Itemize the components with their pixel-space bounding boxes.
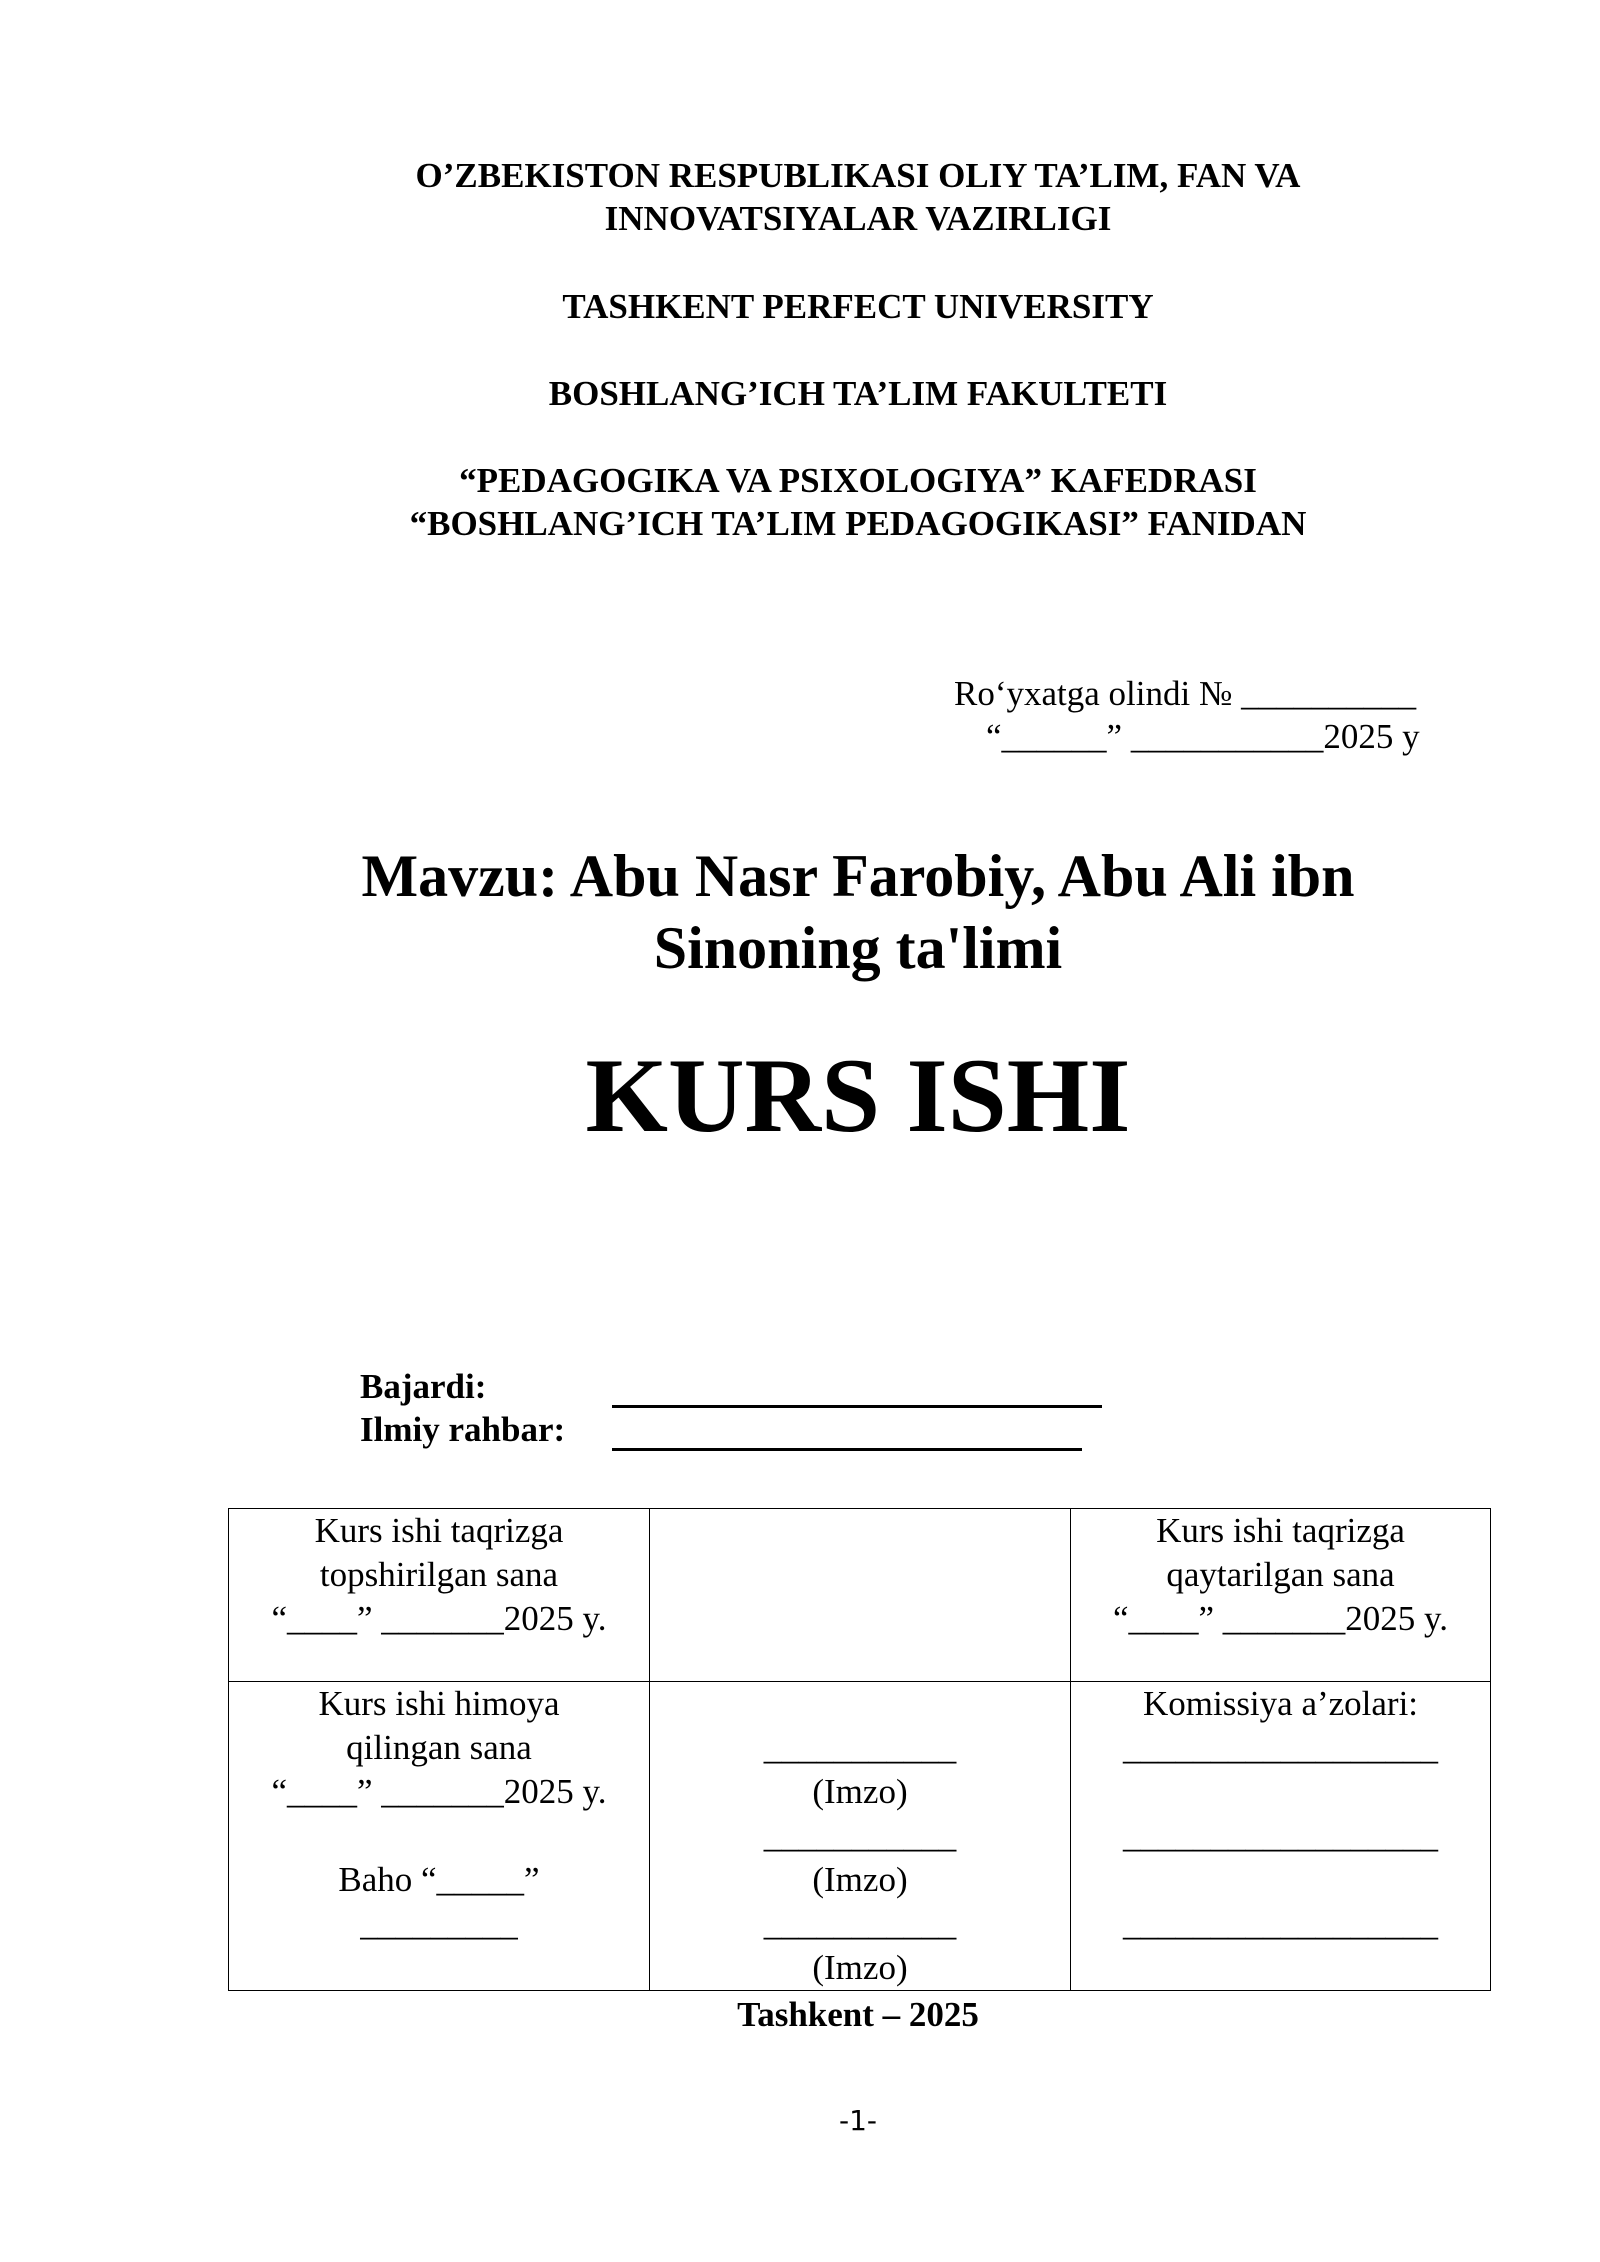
submitted-line-2: topshirilgan sana xyxy=(319,1555,559,1594)
submitted-date: “____” _______2025 y. xyxy=(271,1599,607,1638)
signatures-cell xyxy=(650,1682,1071,1991)
registration-block xyxy=(954,672,1474,758)
review-row xyxy=(229,1509,1491,1682)
signature-label-3: (Imzo) xyxy=(812,1948,908,1987)
work-type-title: KURS ISHI xyxy=(585,1037,1131,1154)
defended-cell xyxy=(229,1682,650,1991)
registration-number: Ro‘yxatga olindi № __________ xyxy=(954,674,1417,713)
subject-name: “BOSHLANG’ICH TA’LIM PEDAGOGIKASI” FANIDAN xyxy=(409,504,1307,543)
submitted-cell xyxy=(229,1509,650,1682)
university-name: TASHKENT PERFECT UNIVERSITY xyxy=(562,287,1154,326)
signature-label-2: (Imzo) xyxy=(812,1860,908,1899)
city-year: Tashkent – 2025 xyxy=(737,1995,979,2034)
commission-line-1: __________________ xyxy=(1123,1728,1438,1767)
submitted-line-1: Kurs ishi taqrizga xyxy=(314,1511,564,1550)
page-number: -1- xyxy=(838,2104,878,2137)
defended-line-2: qilingan sana xyxy=(346,1728,532,1767)
returned-line-2: qaytarilgan sana xyxy=(1166,1555,1395,1594)
returned-date: “____” _______2025 y. xyxy=(1112,1599,1449,1638)
topic-line-1: Mavzu: Abu Nasr Farobiy, Abu Ali ibn xyxy=(361,843,1355,909)
ministry-line-2: INNOVATSIYALAR VAZIRLIGI xyxy=(604,199,1112,238)
signature-label-1: (Imzo) xyxy=(812,1772,908,1811)
defended-date: “____” _______2025 y. xyxy=(271,1772,607,1811)
defense-row xyxy=(229,1682,1491,1991)
performer-label: Bajardi: xyxy=(360,1367,487,1406)
department-block xyxy=(0,459,1600,545)
ministry-header xyxy=(0,154,1600,240)
signature-line-1: ___________ xyxy=(763,1728,957,1767)
commission-line-2: __________________ xyxy=(1123,1816,1438,1855)
supervisor-signature-line xyxy=(612,1414,1082,1451)
returned-line-1: Kurs ishi taqrizga xyxy=(1156,1511,1405,1550)
empty-cell xyxy=(650,1509,1071,1682)
defended-line-1: Kurs ishi himoya xyxy=(318,1684,560,1723)
grade-label: Baho “_____” xyxy=(338,1860,540,1899)
ministry-line-1: O’ZBEKISTON RESPUBLIKASI OLIY TA’LIM, FAN VA xyxy=(415,156,1301,195)
commission-title: Komissiya a’zolari: xyxy=(1142,1684,1419,1723)
topic-title xyxy=(0,840,1600,984)
performer-signature-line xyxy=(612,1371,1102,1408)
supervisor-row xyxy=(360,1408,1102,1451)
department-name: “PEDAGOGIKA VA PSIXOLOGIYA” KAFEDRASI xyxy=(459,461,1257,500)
commission-line-3: __________________ xyxy=(1123,1904,1438,1943)
review-table xyxy=(228,1508,1491,1991)
signature-line-3: ___________ xyxy=(763,1904,957,1943)
supervisor-label: Ilmiy rahbar: xyxy=(360,1410,566,1449)
performer-row xyxy=(360,1365,1102,1408)
grade-line: _________ xyxy=(360,1904,518,1943)
commission-cell xyxy=(1071,1682,1491,1991)
signature-line-2: ___________ xyxy=(763,1816,957,1855)
faculty-name: BOSHLANG’ICH TA’LIM FAKULTETI xyxy=(548,374,1168,413)
topic-line-2: Sinoning ta'limi xyxy=(653,915,1063,981)
signers-block xyxy=(360,1365,1102,1451)
returned-cell xyxy=(1071,1509,1491,1682)
registration-date: “______” ___________2025 y xyxy=(986,717,1420,756)
